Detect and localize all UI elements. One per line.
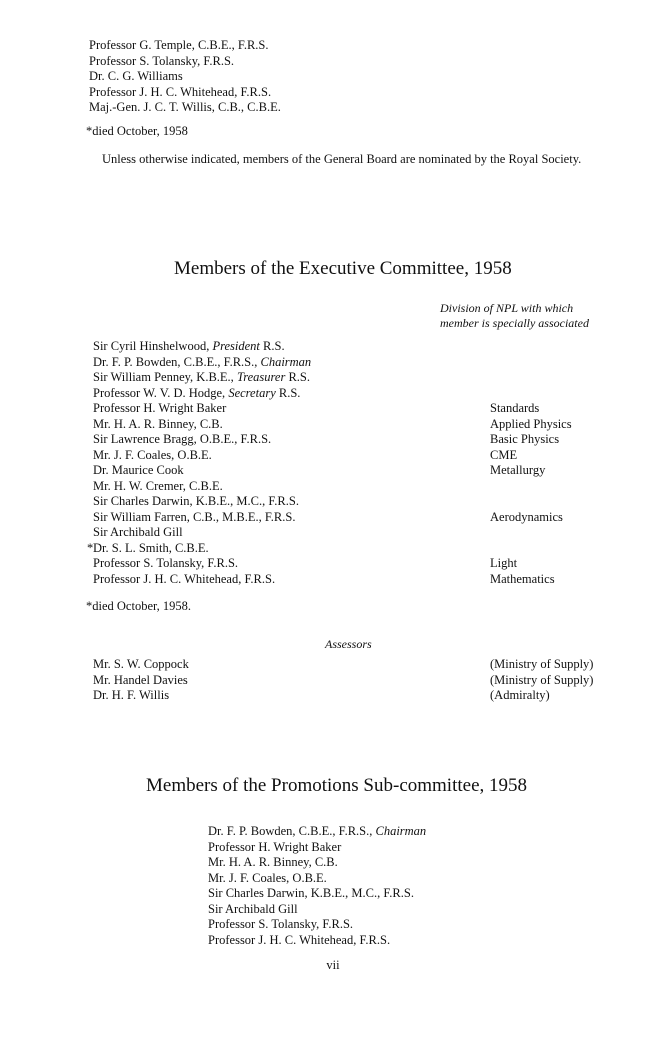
assessor-org: (Admiralty) (490, 688, 550, 702)
assessors-heading: Assessors (325, 637, 372, 651)
executive-member: Sir Charles Darwin, K.B.E., M.C., F.R.S. (93, 494, 299, 508)
executive-member: Professor S. Tolansky, F.R.S. (93, 556, 239, 570)
assessor-org: (Ministry of Supply) (490, 672, 594, 687)
executive-member-list (87, 339, 312, 587)
executive-member: Sir William Penney, K.B.E., Treasurer R.S. (93, 370, 310, 384)
promotions-member: Professor S. Tolansky, F.R.S. (208, 917, 354, 931)
division-aerodynamics: Aerodynamics (490, 509, 563, 524)
promotions-member: Mr. J. F. Coales, O.B.E. (208, 870, 327, 885)
executive-footnote: *died October, 1958. (86, 599, 192, 613)
assessor-name: Dr. H. F. Willis (93, 688, 170, 702)
promotions-member: Sir Charles Darwin, K.B.E., M.C., F.R.S. (208, 886, 414, 900)
member-role: Chairman (375, 824, 427, 838)
division-applied-physics: Applied Physics (490, 416, 572, 431)
division-cme: CME (490, 447, 518, 462)
division-mathematics: Mathematics (490, 571, 555, 586)
executive-member: Mr. H. A. R. Binney, C.B. (93, 416, 223, 431)
member-role: Secretary (228, 385, 276, 400)
top-member: Professor S. Tolansky, F.R.S. (89, 53, 235, 68)
division-light: Light (490, 556, 518, 570)
executive-member: * Dr. S. L. Smith, C.B.E. (87, 540, 209, 555)
executive-member: Sir Lawrence Bragg, O.B.E., F.R.S. (93, 432, 272, 446)
top-footnote: *died October, 1958 (86, 124, 188, 138)
assessor-org: (Ministry of Supply) (490, 657, 594, 671)
top-member: Professor G. Temple, C.B.E., F.R.S. (89, 38, 269, 52)
executive-member: Professor J. H. C. Whitehead, F.R.S. (93, 571, 276, 586)
executive-member: Sir Archibald Gill (93, 525, 183, 539)
division-basic-physics: Basic Physics (490, 432, 560, 446)
executive-member: Professor H. Wright Baker (93, 401, 227, 415)
division-standards: Standards (490, 401, 540, 415)
member-role: President (212, 339, 260, 353)
division-header-line: member is specially associated (440, 316, 589, 330)
executive-member: Sir Cyril Hinshelwood, President R.S. (93, 339, 285, 353)
footnote-marker: * (87, 540, 94, 555)
promotions-member: Professor J. H. C. Whitehead, F.R.S. (208, 932, 391, 947)
page-number: vii (326, 958, 340, 972)
division-list (490, 401, 572, 479)
executive-member: Sir William Farren, C.B., M.B.E., F.R.S. (93, 509, 296, 524)
promotions-member: Mr. H. A. R. Binney, C.B. (208, 855, 338, 869)
executive-member: Mr. H. W. Cremer, C.B.E. (93, 478, 223, 493)
division-metallurgy: Metallurgy (490, 463, 546, 477)
promotions-member: Professor H. Wright Baker (208, 839, 342, 854)
promotions-heading: Members of the Promotions Sub-committee, 1958 (146, 775, 528, 796)
top-member: Maj.-Gen. J. C. T. Willis, C.B., C.B.E. (89, 100, 281, 114)
assessor-names (93, 657, 189, 704)
general-note: Unless otherwise indicated, members of the General Board are nominated by the Royal Society. (102, 152, 582, 166)
top-member-list (89, 38, 281, 116)
assessor-orgs (490, 657, 593, 704)
member-role: Treasurer (236, 370, 286, 384)
promotions-member-list (208, 824, 426, 948)
promotions-member: Dr. F. P. Bowden, C.B.E., F.R.S., Chairman (208, 824, 427, 838)
assessor-name: Mr. S. W. Coppock (93, 657, 189, 671)
division-list-lower (490, 556, 555, 587)
member-role: Chairman (260, 354, 312, 369)
top-member: Dr. C. G. Williams (89, 69, 183, 83)
division-header-line: Division of NPL with which (440, 301, 574, 315)
promotions-member: Sir Archibald Gill (208, 901, 298, 916)
executive-member: Mr. J. F. Coales, O.B.E. (93, 447, 212, 462)
top-member: Professor J. H. C. Whitehead, F.R.S. (89, 84, 272, 99)
executive-member: Professor W. V. D. Hodge, Secretary R.S. (93, 385, 301, 400)
assessor-name: Mr. Handel Davies (93, 672, 188, 687)
executive-member: Dr. Maurice Cook (93, 463, 184, 477)
executive-heading: Members of the Executive Committee, 1958 (174, 258, 512, 279)
division-column-header (440, 301, 589, 331)
executive-member: Dr. F. P. Bowden, C.B.E., F.R.S., Chairman (93, 354, 312, 369)
